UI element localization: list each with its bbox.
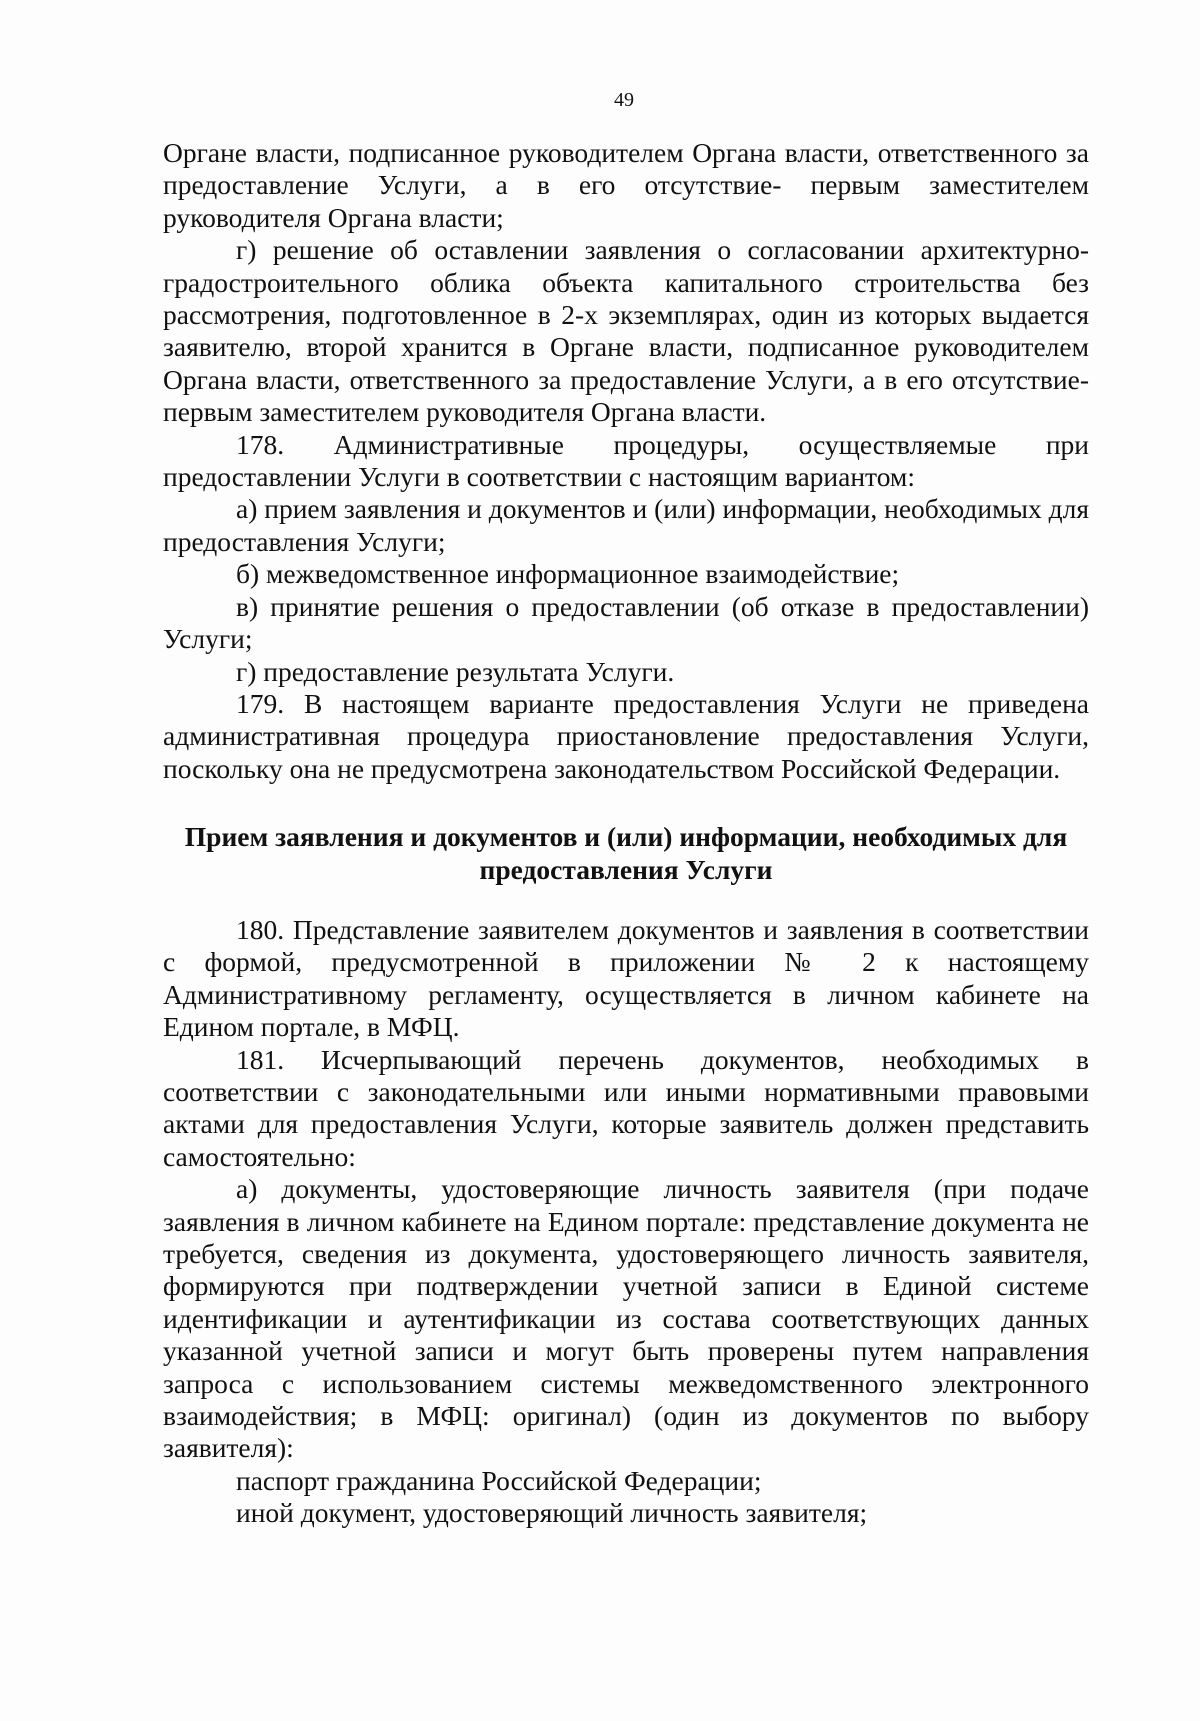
section-heading <box>163 821 1089 886</box>
page-number: 49 <box>614 89 634 111</box>
document-body <box>163 137 1089 1530</box>
paragraph: в) принятие решения о предоставлении (об отказе в предоставлении) Услуги; <box>163 590 1089 655</box>
paragraph: 180. Представление заявителем документов и заявления в соответствии с формой, предусмотренной в приложении № 2 к настоящему Административному регламенту, осуществляется в личном кабинете на Едином портале, в МФЦ. <box>163 913 1089 1043</box>
section-heading-line-2: предоставления Услуги <box>479 853 773 885</box>
paragraph: иной документ, удостоверяющий личность заявителя; <box>236 1497 868 1529</box>
paragraph: Органе власти, подписанное руководителем Органа власти, ответственного за предоставление Услуги, а в его отсутствие- первым заместителем руководителя Органа власти; <box>163 137 1089 233</box>
paragraph: паспорт гражданина Российской Федерации; <box>236 1464 762 1496</box>
paragraph: 179. В настоящем варианте предоставления Услуги не приведена административная процедура приостановление предоставления Услуги, поскольку она не предусмотрена законодательством Российской Федерации. <box>163 687 1089 784</box>
section-heading-line-1: Прием заявления и документов и (или) информации, необходимых для <box>184 821 1068 853</box>
paragraph: а) прием заявления и документов и (или) информации, необходимых для предоставления Услуги; <box>163 493 1089 557</box>
paragraph: а) документы, удостоверяющие личность заявителя (при подаче заявления в личном кабинете на Едином портале: представление документа не требуется, сведения из документа, удостоверяющего личность заявителя, формируются при подтверждении учетной записи в Единой системе идентификации и аутентификации из состава соответствующих данных указанной учетной записи и могут быть проверены путем направления запроса с использованием системы межведомственного электронного взаимодействия; в МФЦ: оригинал) (один из документов по выбору заявителя): <box>163 1173 1089 1464</box>
paragraph: 181. Исчерпывающий перечень документов, необходимых в соответствии с законодательными или иными нормативными правовыми актами для предоставления Услуги, которые заявитель должен представить самостоятельно: <box>163 1043 1089 1172</box>
paragraph: г) предоставление результата Услуги. <box>236 655 675 687</box>
paragraph: г) решение об оставлении заявления о согласовании архитектурно-градостроительного облика объекта капитального строительства без рассмотрения, подготовленное в 2-х экземплярах, один из которых выдается заявителю, второй хранится в Органе власти, подписанное руководителем Органа власти, ответственного за предоставление Услуги, а в его отсутствие- первым заместителем руководителя Органа власти. <box>163 234 1089 428</box>
paragraph: 178. Административные процедуры, осуществляемые при предоставлении Услуги в соответствии с настоящим вариантом: <box>163 428 1089 493</box>
paragraph: б) межведомственное информационное взаимодействие; <box>236 558 900 590</box>
